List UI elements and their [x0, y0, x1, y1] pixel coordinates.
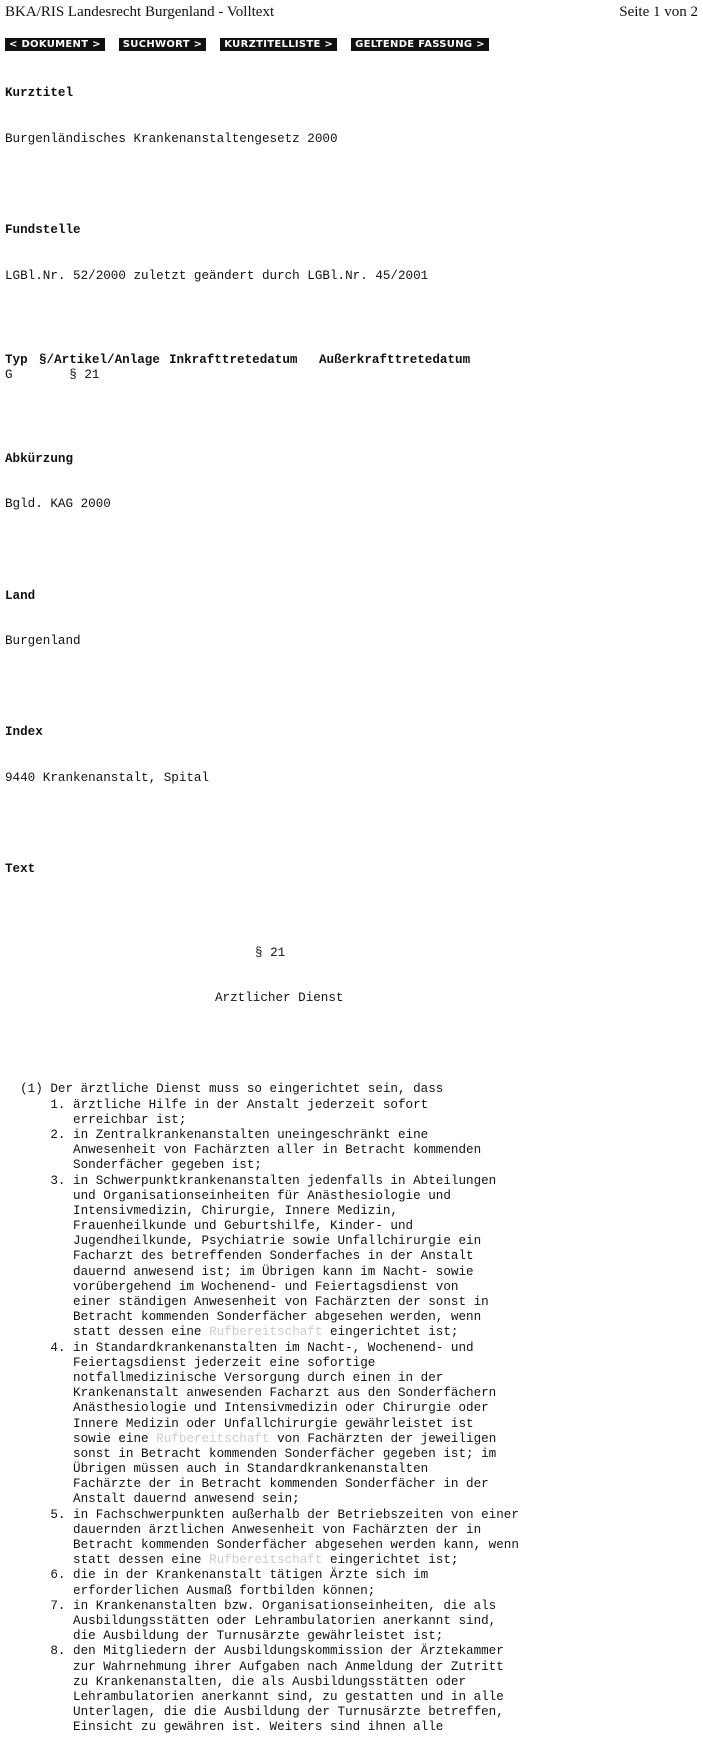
text-line — [5, 1401, 519, 1416]
text-line — [5, 1158, 519, 1173]
text-line — [5, 1265, 519, 1280]
text-segment: Innere Medizin oder Unfallchirurgie gewährleistet ist — [5, 1416, 474, 1431]
text-segment: 3. in Schwerpunktkrankenanstalten jedenfalls in Abteilungen — [5, 1173, 497, 1188]
text-segment: erforderlichen Ausmaß fortbilden können; — [5, 1583, 376, 1598]
text-segment: Anwesenheit von Fachärzten aller in Betracht kommenden — [5, 1143, 482, 1158]
text-segment: Intensivmedizin, Chirurgie, Innere Medizin, — [5, 1203, 398, 1218]
faded-term: Rufbereitschaft — [156, 1431, 270, 1446]
land-label: Land — [5, 588, 36, 603]
section-heading: Arztlicher Dienst — [215, 991, 344, 1006]
text-segment: von Fachärzten der jeweiligen — [269, 1431, 497, 1446]
document-title: BKA/RIS Landesrecht Burgenland - Volltext — [5, 4, 275, 20]
text-line — [5, 1143, 519, 1158]
text-segment: Fachärzte der in Betracht kommenden Sonderfächer in der — [5, 1477, 489, 1492]
text-segment: Frauenheilkunde und Geburtshilfe, Kinder- und — [5, 1219, 414, 1234]
text-line — [5, 1538, 519, 1553]
text-segment: sowie eine — [5, 1431, 157, 1446]
abkuerzung-label: Abkürzung — [5, 451, 74, 466]
text-line — [5, 1690, 519, 1705]
text-line — [5, 1477, 519, 1492]
text-line — [5, 1098, 519, 1113]
text-line — [5, 1295, 519, 1310]
dokument-button[interactable]: < DOKUMENT > — [5, 38, 105, 51]
text-segment: statt dessen eine — [5, 1553, 210, 1568]
col-typ: Typ — [5, 352, 28, 367]
text-line — [5, 1584, 519, 1599]
text-line — [5, 1174, 519, 1189]
text-segment: dauernd anwesend ist; im Übrigen kann im Nacht- sowie — [5, 1264, 474, 1279]
text-line — [5, 1492, 519, 1507]
page-header — [5, 4, 698, 21]
geltende-fassung-button[interactable]: GELTENDE FASSUNG > — [351, 38, 489, 51]
text-segment: Feiertagsdienst jederzeit eine sofortige — [5, 1355, 376, 1370]
faded-term: Rufbereitschaft — [209, 1325, 323, 1340]
text-segment: Unterlagen, die die Ausbildung der Turnusärzte betreffen, — [5, 1705, 504, 1720]
text-line — [5, 1386, 519, 1401]
col-paragraph: §/Artikel/Anlage — [39, 352, 160, 367]
text-segment: Anstalt dauernd anwesend sein; — [5, 1492, 300, 1507]
cell-inkraft — [169, 368, 319, 383]
text-segment: 1. ärztliche Hilfe in der Anstalt jederzeit sofort — [5, 1097, 429, 1112]
section-text — [5, 1082, 519, 1735]
text-segment: Ausbildungsstätten oder Lehrambulatorien anerkannt sind, — [5, 1613, 497, 1628]
text-line — [5, 1660, 519, 1675]
text-segment: einer ständigen Anwesenheit von Fachärzten der sonst in — [5, 1295, 489, 1310]
text-segment: Betracht kommenden Sonderfächer abgesehen werden, wenn — [5, 1310, 482, 1325]
text-line — [5, 1082, 519, 1097]
text-line — [5, 1644, 519, 1659]
index-label: Index — [5, 725, 43, 740]
text-segment: Krankenanstalt anwesenden Facharzt aus den Sonderfächern — [5, 1386, 497, 1401]
section-number: § 21 — [255, 945, 286, 960]
fundstelle-value: LGBl.Nr. 52/2000 zuletzt geändert durch LGBl.Nr. 45/2001 — [5, 268, 429, 283]
kurztitel-value: Burgenländisches Krankenanstaltengesetz 2000 — [5, 132, 338, 147]
text-segment: sonst in Betracht kommenden Sonderfächer gegeben ist; im — [5, 1446, 497, 1461]
text-line — [5, 1705, 519, 1720]
text-segment: Lehrambulatorien anerkannt sind, zu gestatten und in alle — [5, 1689, 504, 1704]
text-line — [5, 1599, 519, 1614]
text-line — [5, 1325, 519, 1340]
text-line — [5, 1371, 519, 1386]
text-line — [5, 1568, 519, 1583]
index-value: 9440 Krankenanstalt, Spital — [5, 770, 210, 785]
text-segment: 5. in Fachschwerpunkten außerhalb der Betriebszeiten von einer — [5, 1507, 519, 1522]
text-segment: dauernden ärztlichen Anwesenheit von Fachärzten der in — [5, 1522, 482, 1537]
fundstelle-label: Fundstelle — [5, 223, 81, 238]
text-segment: zu Krankenanstalten, die als Ausbildungsstätten oder — [5, 1674, 467, 1689]
text-segment: 6. die in der Krankenanstalt tätigen Ärzte sich im — [5, 1568, 429, 1583]
text-line — [5, 1614, 519, 1629]
text-segment: eingerichtet ist; — [322, 1553, 459, 1568]
text-segment: Jugendheilkunde, Psychiatrie sowie Unfallchirurgie ein — [5, 1234, 482, 1249]
text-segment: Facharzt des betreffenden Sonderfaches in der Anstalt — [5, 1249, 474, 1264]
cell-typ: G — [5, 367, 13, 382]
text-line — [5, 1432, 519, 1447]
text-line — [5, 1310, 519, 1325]
text-line — [5, 1447, 519, 1462]
abkuerzung-value: Bgld. KAG 2000 — [5, 497, 111, 512]
kurztitel-label: Kurztitel — [5, 86, 74, 101]
cell-paragraph: § 21 — [39, 367, 100, 382]
text-segment: Einsicht zu gewähren ist. Weiters sind ihnen alle — [5, 1720, 444, 1735]
page-indicator: Seite 1 von 2 — [619, 4, 698, 20]
faded-term: Rufbereitschaft — [209, 1553, 323, 1568]
kurztitelliste-button[interactable]: KURZTITELLISTE > — [220, 38, 337, 51]
text-segment: 4. in Standardkrankenanstalten im Nacht-, Wochenend- und — [5, 1340, 474, 1355]
text-segment: Anästhesiologie und Intensivmedizin oder Chirurgie oder — [5, 1401, 489, 1416]
text-segment: statt dessen eine — [5, 1325, 210, 1340]
text-segment: 8. den Mitgliedern der Ausbildungskommission der Ärztekammer — [5, 1644, 504, 1659]
text-line — [5, 1234, 519, 1249]
col-inkraft: Inkrafttretedatum — [169, 352, 298, 367]
text-segment: erreichbar ist; — [5, 1112, 187, 1127]
text-segment: eingerichtet ist; — [322, 1325, 459, 1340]
col-ausserkraft: Außerkrafttretedatum — [319, 352, 471, 367]
text-segment: 2. in Zentralkrankenanstalten uneingeschränkt eine — [5, 1127, 429, 1142]
text-segment: und Organisationseinheiten für Anästhesiologie und — [5, 1188, 451, 1203]
text-line — [5, 1720, 519, 1735]
text-segment: Betracht kommenden Sonderfächer abgesehen werden kann, wenn — [5, 1538, 519, 1553]
land-value: Burgenland — [5, 634, 81, 649]
text-line — [5, 1280, 519, 1295]
text-line — [5, 1219, 519, 1234]
text-segment: 7. in Krankenanstalten bzw. Organisationseinheiten, die als — [5, 1598, 497, 1613]
suchwort-button[interactable]: SUCHWORT > — [119, 38, 207, 51]
nav-bar — [5, 38, 489, 51]
text-segment: Sonderfächer gegeben ist; — [5, 1158, 262, 1173]
metadata-table — [5, 353, 519, 383]
text-line — [5, 1675, 519, 1690]
text-segment: (1) Der ärztliche Dienst muss so eingerichtet sein, dass — [5, 1082, 444, 1097]
text-line — [5, 1523, 519, 1538]
text-segment: die Ausbildung der Turnusärzte gewährleistet ist; — [5, 1629, 444, 1644]
text-segment: Übrigen müssen auch in Standardkrankenanstalten — [5, 1462, 429, 1477]
text-segment: vorübergehend im Wochenend- und Feiertagsdienst von — [5, 1279, 459, 1294]
text-line — [5, 1356, 519, 1371]
text-segment: notfallmedizinische Versorgung durch einen in der — [5, 1370, 444, 1385]
text-line — [5, 1113, 519, 1128]
text-line — [5, 1204, 519, 1219]
text-line — [5, 1417, 519, 1432]
text-line — [5, 1128, 519, 1143]
text-line — [5, 1189, 519, 1204]
text-line — [5, 1462, 519, 1477]
text-line — [5, 1341, 519, 1356]
document-body — [5, 56, 519, 1751]
text-line — [5, 1508, 519, 1523]
text-line — [5, 1629, 519, 1644]
text-label: Text — [5, 861, 36, 876]
cell-ausserkraft — [319, 368, 479, 383]
text-segment: zur Wahrnehmung ihrer Aufgaben nach Anmeldung der Zutritt — [5, 1659, 504, 1674]
text-line — [5, 1553, 519, 1568]
text-line — [5, 1249, 519, 1264]
